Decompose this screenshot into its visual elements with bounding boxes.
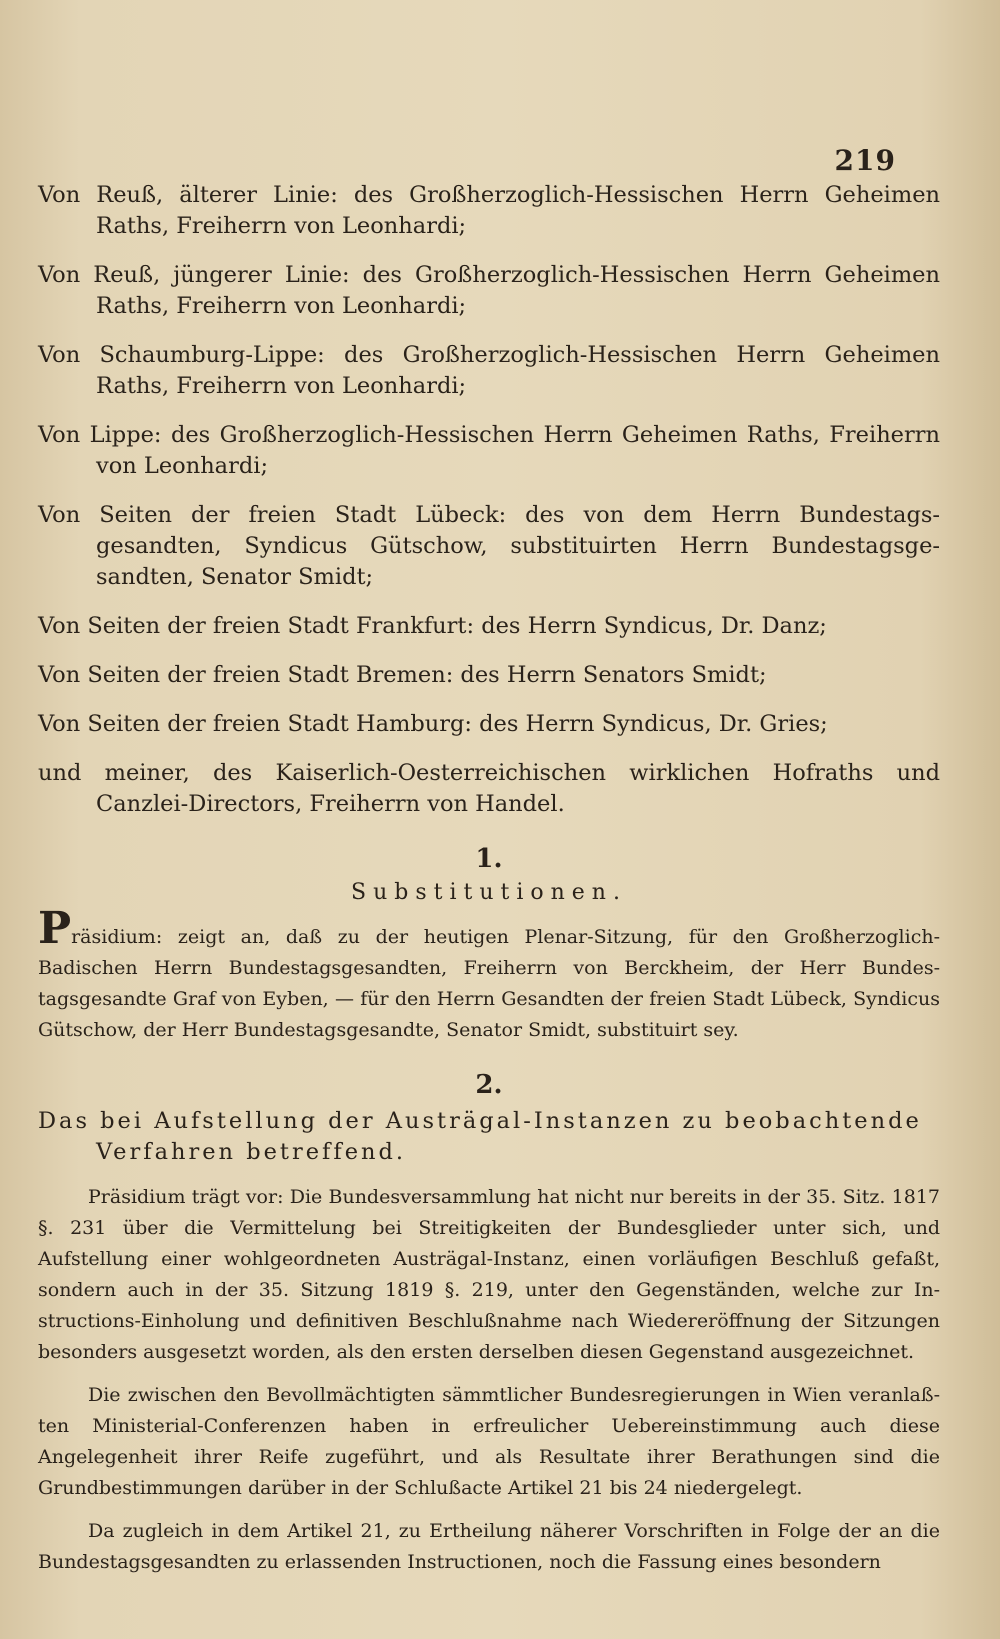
section-2-paragraph: Präsidium trägt vor: Die Bundesversammlung hat nicht nur bereits in der 35. Sitz. 1817 §. 231 über die Vermittelung bei Streitigkeiten der Bundesglieder unter sich, und Aufstellung einer wohlgeordneten Austrägal-Instanz, einen vorläufigen Beschluß gefaßt, sondern auch in der 35. Sitzung 1819 §. 219, unter den Gegenständen, welche zur In-structions-Einholung und definitiven Beschlußnahme nach Wiedereröffnung der Sitzungen besonders ausgesetzt worden, als den ersten derselben diesen Gegenstand ausgezeichnet. [38, 1186, 940, 1363]
delegate-entry: Von Seiten der freien Stadt Frankfurt: des Herrn Syndicus, Dr. Danz; [38, 613, 827, 639]
delegate-entry: Von Schaumburg-Lippe: des Großherzoglich-Hessischen Herrn Geheimen Raths, Freiherrn von Leonhardi; [38, 342, 940, 399]
section-1-title: Substitutionen. [351, 880, 627, 905]
delegate-entry: Von Reuß, jüngerer Linie: des Großherzoglich-Hessischen Herrn Geheimen Raths, Freiherrn von Leonhardi; [38, 262, 940, 319]
section-1-text [38, 903, 940, 1046]
delegate-entry: Von Lippe: des Großherzoglich-Hessischen Herrn Geheimen Raths, Freiherrn von Leonhardi; [38, 422, 940, 479]
section-2-title: Das bei Aufstellung der Austrägal-Instanzen zu beobachtende Verfahren betreffend. [38, 1108, 922, 1165]
delegate-entry: Von Seiten der freien Stadt Lübeck: des von dem Herrn Bundestags-gesandten, Syndicus Gütschow, substituirten Herrn Bundestagsge-sandten, Senator Smidt; [38, 502, 940, 590]
drop-cap: P [38, 903, 72, 954]
delegate-entry: Von Seiten der freien Stadt Bremen: des Herrn Senators Smidt; [38, 662, 767, 688]
delegate-entry: und meiner, des Kaiserlich-Oesterreichischen wirklichen Hofraths und Canzlei-Directors, Freiherrn von Handel. [38, 760, 940, 817]
delegate-entry: Von Reuß, älterer Linie: des Großherzoglich-Hessischen Herrn Geheimen Raths, Freiherrn von Leonhardi; [38, 182, 940, 239]
section-2-number: 2. [475, 1070, 503, 1100]
section-2-paragraph: Da zugleich in dem Artikel 21, zu Ertheilung näherer Vorschriften in Folge der an die Bundestagsgesandten zu erlassenden Instructionen, noch die Fassung eines besondern [38, 1520, 940, 1573]
delegate-list [38, 180, 940, 820]
delegate-entry: Von Seiten der freien Stadt Hamburg: des Herrn Syndicus, Dr. Gries; [38, 711, 828, 737]
section-1-number: 1. [475, 844, 503, 874]
section-1-body: räsidium: zeigt an, daß zu der heutigen Plenar-Sitzung, für den Großherzoglich-Badischen Herrn Bundestagsgesandten, Freiherrn von Berckheim, der Herr Bundes-tagsgesandte Graf von Eyben, — für den Herrn Gesandten der freien Stadt Lübeck, Syndicus Gütschow, der Herr Bundestagsgesandte, Senator Smidt, substituirt sey. [38, 926, 940, 1041]
section-2-paragraph: Die zwischen den Bevollmächtigten sämmtlicher Bundesregierungen in Wien veranlaß-ten Ministerial-Conferenzen haben in erfreulicher Uebereinstimmung auch diese Angelegenheit ihrer Reife zugeführt, und als Resultate ihrer Berathungen sind die Grundbestimmungen darüber in der Schlußacte Artikel 21 bis 24 niedergelegt. [38, 1384, 940, 1499]
page-number: 219 [834, 144, 896, 177]
